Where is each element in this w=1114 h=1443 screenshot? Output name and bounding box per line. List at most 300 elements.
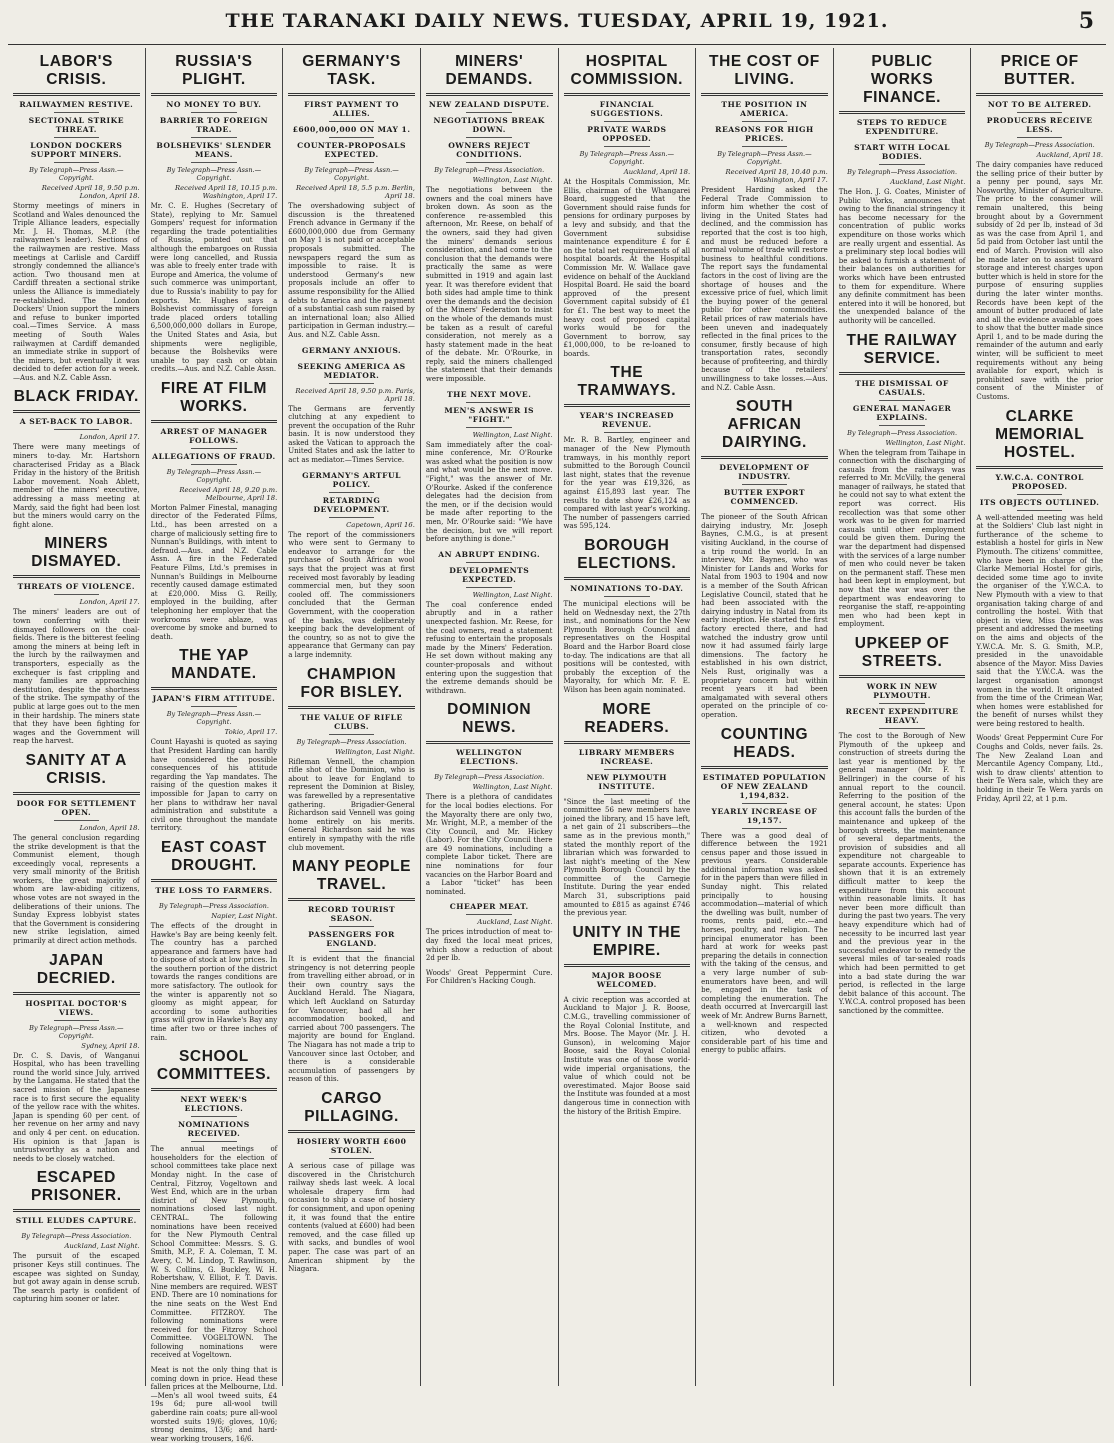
subhead-divider	[742, 484, 788, 485]
article	[564, 364, 691, 531]
article	[151, 1048, 278, 1360]
subhead-divider	[466, 402, 512, 403]
article-subhead: LIBRARY MEMBERS INCREASE.	[578, 747, 675, 766]
article-body: The negotiations between the owners and the coal miners have broken down. As soon as the conference re-assembled this afternoon, Mr. Reese, on behalf of the owners, said they had given the miners' demands serious consideration, and had come to the conclusion that the demands were practically the same as were submitted in 1919 and again last year. It was therefore evident that both sides had ample time to think over the demands and the decision of the Miners' Federation to insist on the whole of the demands must be taken as a result of careful consideration, not merely as a hasty statement made in the heat of the debate. Mr. O'Rourke, in reply, said the miners challenged the statement that their demands were impossible.	[425, 186, 553, 384]
article-dateline: London, April 17.	[79, 598, 140, 607]
article-byline: By Telegraph—Press Association.	[296, 737, 407, 746]
subhead-divider	[879, 728, 925, 729]
article-byline: By Telegraph—Press Assn.—Copyright.	[29, 166, 124, 182]
article-subhead: DEVELOPMENT OF INDUSTRY.	[719, 463, 810, 482]
article-subhead: SECTIONAL STRIKE THREAT.	[28, 116, 124, 134]
article-subhead: PRODUCERS RECEIVE LESS.	[986, 116, 1093, 134]
article-subhead: OWNERS REJECT CONDITIONS.	[448, 141, 531, 159]
article-headline: SANITY AT A CRISIS.	[25, 751, 127, 787]
article-dateline: Auckland, April 18.	[1036, 151, 1103, 159]
article-body: The general conclusion regarding the strike development is that the Communist element, though exceedingly vocal, represents a very small minority of the British workers, the great majority of whom are law-abiding citizens, whose votes are not swayed in the deliberations of their unions. The Sunday Express lobbyist states that the Government is considering new strike legislation, aimed primarily at direct action methods.	[13, 833, 140, 946]
subhead-divider	[466, 914, 512, 915]
article-subhead: THE VALUE OF RIFLE CLUBS.	[300, 712, 403, 731]
article	[13, 752, 140, 946]
headline-rule	[839, 111, 966, 114]
article	[839, 635, 966, 1016]
article	[13, 388, 140, 529]
subhead-divider	[191, 448, 237, 449]
article	[13, 1169, 140, 1304]
article	[151, 1366, 278, 1443]
article-subhead: PRIVATE WARDS OPPOSED.	[587, 125, 667, 143]
article-subhead: LONDON DOCKERS SUPPORT MINERS.	[30, 141, 123, 159]
article-byline: By Telegraph—Press Association.	[847, 168, 958, 176]
article-subhead: WELLINGTON ELECTIONS.	[456, 748, 523, 767]
subhead-divider	[604, 794, 650, 795]
article-subhead: STEPS TO REDUCE EXPENDITURE.	[856, 118, 948, 136]
article-headline: CARGO PILLAGING.	[304, 1090, 399, 1125]
article	[13, 53, 140, 382]
article-subhead: YEAR'S INCREASED REVENUE.	[579, 411, 674, 430]
subhead-divider	[54, 1020, 100, 1021]
headline-rule	[151, 420, 278, 423]
headline-rule	[288, 93, 415, 96]
headline-rule	[564, 404, 691, 407]
article	[151, 53, 278, 374]
article	[288, 346, 415, 465]
article-headline: FIRE AT FILM WORKS.	[160, 379, 268, 415]
article	[564, 53, 691, 358]
subhead-divider	[191, 1141, 237, 1142]
subhead-divider	[329, 121, 375, 122]
article	[839, 53, 966, 326]
article-headline: MANY PEOPLE TRAVEL.	[291, 858, 412, 894]
article-dateline: Received April 18, 9.20 p.m. Melbourne, April 18.	[179, 485, 278, 502]
headline-rule	[976, 466, 1103, 469]
masthead-rule	[8, 44, 1106, 45]
headline-rule	[288, 898, 415, 901]
subhead-divider	[604, 432, 650, 433]
article-byline: By Telegraph—Press Association.	[434, 166, 545, 174]
article-subhead: THREATS OF VIOLENCE.	[17, 582, 136, 592]
article-body: The report of the commissioners who were sent to Germany to endeavor to arrange for the purchase of South African wool says that the project was at first received most favorably by leading commercial men, but they soon cooled off. The commissioners concluded that the German Government, with the cooperation of the banks, was deliberately keeping back the development of the country, so as not to give the appearance that Germany can pay a large indemnity.	[288, 530, 415, 659]
subhead-divider	[879, 164, 925, 165]
article-byline: By Telegraph—Press Assn.—Copyright.	[29, 1023, 124, 1040]
article-dateline: Received April 18, 9.50 p.m. London, April 18.	[41, 184, 140, 200]
article-dateline: Tokio, April 17.	[224, 728, 278, 737]
columns	[8, 48, 1108, 1443]
article-subhead: DEVELOPMENTS EXPECTED.	[449, 565, 530, 584]
article-body: Dr. C. S. Davis, of Wanganui Hospital, who has been travelling round the world since July, arrived by the Langama. He stated that the sacred mission of the Japanese race is to first secure the equality of the yellow race with the whites. Japan is spending 60 per cent. of her revenue on her army and navy and only 4 per cent. on education. His opinion is that Japan is untrustworthy as a nation and needs to be closely watched.	[13, 1051, 140, 1163]
article-subhead: HOSIERY WORTH £600 STOLEN.	[296, 1137, 407, 1155]
article-body: At the Hospitals Commission, Mr. Ellis, chairman of the Whangarei Board, suggested that the Government should raise funds for pensions for ordinary purposes by a levy and subsidy, and that the Government subsidise maintenance expenditure £ for £ on the total net requirements of all hospital boards. At the Hospital Commission Mr. W. Wallace gave evidence on behalf of the Auckland Hospital Board. He said the board approved of the present Government capital subsidy of £1 for £1. The best way to meet the heavy cost of proposed capital works would be for the Government to borrow, say £1,000,000, to be re-loaned to boards.	[563, 178, 691, 358]
article-headline: CHAMPION FOR BISLEY.	[300, 665, 403, 701]
article-body: The pioneer of the South African dairying industry, Mr. Joseph Baynes, C.M.G., is at present visiting Auckland, in the course of a trip round the world. In an interview, Mr. Baynes, who was Minister for Lands and Works for Natal from 1903 to 1904 and now is a member of the South African Legislative Council, stated that he had been associated with the dairying industry in Natal from its early inception. He started the first factory erected there, and had watched the industry grow until now it had assumed fairly large dimensions. The factory he established in his own district, Nels Rust, originally was a proprietary concern but within recent years it had been amalgamated with several others operated on the principle of co-operation.	[701, 513, 828, 719]
article-subhead: NOT TO BE ALTERED.	[987, 100, 1092, 109]
article-headline: THE YAP MANDATE.	[171, 647, 257, 683]
article-subhead: AN ABRUPT ENDING.	[438, 549, 541, 559]
article	[151, 647, 278, 833]
article-subhead: ITS OBJECTS OUTLINED.	[979, 497, 1100, 507]
subhead-divider	[191, 464, 237, 465]
article-subhead: NO MONEY TO BUY.	[166, 100, 262, 109]
subhead-divider	[191, 898, 237, 899]
subhead-divider	[1017, 510, 1063, 511]
article-body: The effects of the drought in Hawke's Bay are being keenly felt. The country has a parched appearance and farmers have had to dispose of stock at low prices. In the southern portion of the district towards the ranges conditions are more satisfactory. The outlook for the winter is apparently not so gloomy as might appear, for according to some authorities grass will grow in Hawke's Bay any time after two or three inches of rain.	[150, 921, 278, 1042]
article-dateline: Received April 18, 5.5 p.m. Berlin, April 18.	[295, 184, 415, 200]
subhead-divider	[1017, 494, 1063, 495]
article-subhead: THE POSITION IN AMERICA.	[721, 100, 808, 118]
subhead-divider	[466, 562, 512, 563]
article-subhead: RAILWAYMEN RESTIVE.	[19, 100, 134, 109]
subhead-divider	[329, 517, 375, 518]
article-subhead: NEGOTIATIONS BREAK DOWN.	[433, 116, 545, 134]
article-subhead: START WITH LOCAL BODIES.	[854, 143, 950, 161]
subhead-divider	[466, 112, 512, 113]
article-subhead: YEARLY INCREASE OF 19,157.	[711, 806, 818, 825]
article-body: Mr. R. B. Bartley, engineer and manager of the New Plymouth tramways, in his monthly report submitted to the Borough Council last night, states that the revenue for the year was £19,326, as against £15,893 last year. The results to date show £26,124 as compared with last year's working. The number of passengers carried was 595,124.	[563, 436, 691, 531]
article-body: Sam immediately after the coal-mine conference, Mr. O'Rourke was asked what the position is now and what would be the next move. "Fight," was the answer of Mr. O'Rourke. Asked if the conference delegates had the decision from the men, or if the decision would be made after reporting to the men, Mr. O'Rourke said: "We have the decision, but we will report before anything is done."	[425, 440, 553, 544]
headline-rule	[426, 741, 553, 744]
article-body: "Since the last meeting of the committee 56 new members have joined the library, and 15 have left, a net gain of 21 subscribers—the same as in the previous month," stated the monthly report of the librarian which was forwarded to last night's meeting of the New Plymouth Borough Council by the committee of the Carnegie Institute. During the year ended March 31, subscriptions paid amounted to £815 as against £746 the previous year.	[563, 797, 691, 918]
article-headline: THE COST OF LIVING.	[709, 53, 820, 88]
headline-rule	[426, 93, 553, 96]
article-headline: MINERS DISMAYED.	[31, 535, 122, 571]
article-body: The overshadowing subject of discussion is the threatened French advance in Germany if the £600,000,000 due from Germany on May 1 is not paid or acceptable proposals submitted. The newspapers regard the sum as impossible to raise. It is understood Germany's new proposals include an offer to assume responsibility for the Allied debts to America and the payment of a substantial cash sum raised by an international loan; also Allied participation in German industry.—Aus. and N.Z. Cable Assn.	[288, 202, 415, 339]
column-7	[833, 48, 971, 1386]
masthead	[0, 0, 1114, 44]
article-headline: MORE READERS.	[584, 700, 670, 736]
article	[976, 53, 1103, 402]
column-6	[695, 48, 833, 1386]
headline-rule	[564, 741, 691, 744]
headline-rule	[13, 93, 140, 96]
subhead-divider	[329, 383, 375, 384]
headline-rule	[288, 706, 415, 709]
article-byline: By Telegraph—Press Assn.—Copyright.	[166, 166, 262, 182]
article	[13, 952, 140, 1164]
article-byline: By Telegraph—Press Assn.—Copyright.	[579, 150, 674, 166]
article	[426, 969, 553, 986]
subhead-divider	[742, 803, 788, 804]
article-body: Woods' Great Peppermint Cure. For Children's Hacking Cough.	[425, 968, 553, 986]
subhead-divider	[1017, 137, 1063, 138]
headline-rule	[564, 577, 691, 580]
article	[426, 902, 553, 962]
subhead-divider	[191, 162, 237, 163]
article-subhead: HOSPITAL DOCTOR'S VIEWS.	[25, 998, 128, 1017]
article-headline: BLACK FRIDAY.	[13, 388, 139, 406]
article-byline: By Telegraph—Press Assn.—Copyright.	[166, 710, 262, 727]
article	[13, 535, 140, 746]
article-subhead: PASSENGERS FOR ENGLAND.	[308, 930, 395, 949]
article-dateline: Received April 18, 10.40 p.m. Washington, April 17.	[725, 168, 828, 184]
masthead-title: THE TARANAKI DAILY NEWS. TUESDAY, APRIL 19, 1921.	[225, 10, 889, 32]
article-body: The cost to the Borough of New Plymouth of the upkeep and construction of streets during the last year is mentioned by the general manager (Mr. F. T. Bellringer) in the course of his annual report to the council. Referring to the position of the general account, he states: Upon this account falls the burden of the maintenance and upkeep of the borough streets, the maintenance of several departments, the provision of subsidies and all expenditure not chargeable to separate accounts. Experience has shown that it is an extremely difficult matter to keep the expenditure from this account within reasonable limits. It has never been more difficult than during the past two years. The very heavy expenditure which had of necessity to be incurred last year and the previous year in the successful endeavor to remedy the several miles of tar-sealed roads which had been permitted to get into a bad state during the war period, is reflected in the large debit balance of this account. The Y.W.C.A. control proposed has been sanctioned by the committee.	[838, 731, 966, 1015]
headline-rule	[151, 879, 278, 882]
article-body: There were many meetings of miners to-day. Mr. Hartshorn characterised Friday as a Black Friday in the history of the British Labor movement. Noah Ablett, member of the miners' executive, addressing a mass meeting at Mardy, said the fight had been lost but the miners would carry on the fight alone.	[13, 443, 140, 529]
subhead-divider	[329, 1158, 375, 1159]
headline-rule	[13, 1209, 140, 1212]
article-dateline: Napier, Last Night.	[211, 911, 278, 920]
article-dateline: Auckland, Last Night.	[477, 918, 553, 927]
article	[564, 537, 691, 695]
article-subhead: JAPAN'S FIRM ATTITUDE.	[152, 694, 276, 704]
article	[426, 53, 553, 384]
article-headline: ESCAPED PRISONER.	[30, 1169, 122, 1205]
article-body: The Germans are fervently clutching at any expedient to prevent the occupation of the Ruhr basin. It is now understood they asked the Vatican to approach the United States and ask the latter to act as mediator.—Times Service.	[288, 404, 415, 465]
article-dateline: Wellington, Last Night.	[472, 430, 553, 439]
article-body: The dairy companies have reduced the selling price of their butter by a penny per pound, says Mr. Nosworthy, Minister of Agriculture. The price to the consumer will remain unaltered, this being brought about by a Government subsidy of 2d per lb, instead of 3d as was the case from April 1, and 5d paid from October last until the end of March. Provision will also be made later on to assist toward storage and interest charges upon butter which is held in store for the purpose of ensuring supplies during the later winter months. Records have been kept of the amount of butter produced of late and all the evidence available goes to show that the butter made since April 1, and to be made during the remainder of the autumn and early winter, will be sufficient to meet requirements without any being available for export, which is prohibited save with the prior consent of the Minister of Customs.	[976, 161, 1103, 402]
subhead-divider	[604, 596, 650, 597]
article	[151, 839, 278, 1042]
article-byline: By Telegraph—Press Association.	[434, 773, 545, 782]
column-2	[145, 48, 283, 1443]
article-body: The Hon. J. G. Coates, Minister of Public Works, announces that owing to the financial stringency it has become necessary for the concentration of public works expenditure on those works which are really urgent and essential. As a preliminary step local bodies will be asked to furnish a statement of their balances on authorities for works which have been entrusted to them for expenditure. Where any definite commitment has been entered into it will be honored, but the unexpended balance of the authority will be cancelled.	[838, 188, 966, 325]
article-dateline: Auckland, Last Night.	[890, 178, 966, 186]
article-subhead: NOMINATIONS TO-DAY.	[570, 584, 684, 593]
headline-rule	[701, 456, 828, 459]
subhead-divider	[191, 1116, 237, 1117]
subhead-divider	[329, 951, 375, 952]
headline-rule	[701, 766, 828, 769]
subhead-divider	[329, 492, 375, 493]
article-subhead: BUTTER EXPORT COMMENCED.	[723, 488, 806, 507]
subhead-divider	[54, 594, 100, 595]
subhead-divider	[191, 706, 237, 707]
headline-rule	[564, 964, 691, 967]
subhead-divider	[466, 427, 512, 428]
article-dateline: Received April 18, 9.50 p.m. Paris, April 18.	[295, 386, 415, 403]
subhead-divider	[604, 146, 650, 147]
article-subhead: RECORD TOURIST SEASON.	[307, 905, 396, 924]
article	[426, 550, 553, 696]
article-dateline: Wellington, Last Night.	[472, 590, 553, 599]
article-subhead: ARREST OF MANAGER FOLLOWS.	[160, 426, 268, 445]
article-headline: PUBLIC WORKS FINANCE.	[863, 53, 942, 106]
article-subhead: NOMINATIONS RECEIVED.	[178, 1120, 250, 1139]
article-dateline: London, April 17.	[79, 433, 140, 442]
article-headline: UNITY IN THE EMPIRE.	[572, 923, 682, 959]
article-subhead: FIRST PAYMENT TO ALLIES.	[304, 100, 399, 118]
article-headline: MINERS' DEMANDS.	[445, 53, 533, 88]
article-subhead: NEXT WEEK'S ELECTIONS.	[180, 1095, 248, 1114]
article-byline: By Telegraph—Press Association.	[158, 901, 269, 910]
headline-rule	[151, 687, 278, 690]
article-headline: SCHOOL COMMITTEES.	[156, 1048, 272, 1084]
article-subhead: WORK IN NEW PLYMOUTH.	[866, 681, 938, 700]
article-body: The pursuit of the escaped prisoner Keys still continues. The escapee was sighted on Sunday, but got away again in dense scrub. The search party is confident of capturing him sooner or later.	[13, 1252, 140, 1304]
article-subhead: THE NEXT MOVE.	[446, 389, 532, 399]
headline-rule	[564, 93, 691, 96]
headline-rule	[288, 1130, 415, 1133]
article-body: Rifleman Vennell, the champion rifle shot of the Dominion, who is about to leave for England to represent the Dominion at Bisley, was farewelled by a representative gathering. Brigadier-General Richardson said Vennell was going home entirely on his merits. General Richardson said he was entirely in sympathy with the rifle club movement.	[288, 757, 415, 852]
article-body: There is a plethora of candidates for the local bodies elections. For the Mayoralty there are only two, Mr. Wright, M.P., a member of the City Council, and Mr. Hickey (Labor). For the City Council there are 49 nominations, including a complete Labor ticket. There are nine nominations for four vacancies on the Harbor Board and a Labor "ticket" has been nominated.	[425, 793, 553, 896]
subhead-divider	[191, 137, 237, 138]
article-dateline: Capetown, April 16.	[346, 520, 415, 529]
article-subhead: RETARDING DEVELOPMENT.	[313, 495, 390, 514]
article-subhead: A SET-BACK TO LABOR.	[19, 417, 133, 427]
subhead-divider	[54, 162, 100, 163]
article-dateline: Auckland, Last Night.	[64, 1242, 140, 1251]
article-body: When the telegram from Taihape in connection with the discharging of casuals from the railways was referred to Mr. McVilly, the general manager of railways, he stated that he could not say to what extent the report was correct. His recollection was that some other work was to be given for married casuals until other employment could be given them. During the war the department had dispensed with the services of a large number of men who could never be taken on the permanent staff. These men had been kept in employment, but now that the war was over the department was endeavoring to reorganise the staff, re-appointing men who had been kept in employment.	[838, 448, 966, 629]
column-3	[282, 48, 420, 1386]
article	[976, 734, 1103, 803]
article-byline: By Telegraph—Press Association.	[21, 1232, 132, 1241]
article-byline: By Telegraph—Press Assn.—Copyright.	[304, 166, 399, 182]
subhead-divider	[329, 137, 375, 138]
article-body: There was a good deal of difference between the 1921 census paper and those issued in previous years. Considerable additional information was asked for in the papers than were filled in Sunday night. This related principally to housing accommodation—material of which the dwelling was built, number of rooms, rents paid, etc.—and horses, poultry, and religion. The principal enumerator has been hard at work for weeks past preparing the details in connection with the taking of the census, and a very large number of sub-enumerators have been, and will be, engaged in the task of completing the enumeration. The death occurred at Invercargill last week of Mr. Andrew Burns Barnett, a well-known and respected citizen, who devoted a considerable part of his time and energy to public affairs.	[701, 831, 828, 1055]
article-dateline: Received April 18, 10.15 p.m. Washington, April 17.	[175, 184, 278, 200]
article-subhead: CHEAPER MEAT.	[449, 902, 529, 912]
subhead-divider	[466, 769, 512, 770]
subhead-divider	[742, 146, 788, 147]
article-subhead: THE LOSS TO FARMERS.	[155, 885, 273, 895]
article-body: The miners' leaders are out of town conferring with their dismayed followers on the coal-fields. There is the bitterest feeling among the miners at being left in the lurch by the railwaymen and transporters, especially as the exchequer is fast crippling and many families are approaching destitution, despite the shortness of the strike. The sympathy of the public at large goes out to the men in their hardship. The miners state that they have been fighting for wages and the Government will reap the harvest.	[13, 608, 140, 746]
article-body: The annual meetings of householders for the election of school committees take place next Monday night. In the case of Central, Fitzroy, Vogeltown and West End, which are in the urban district of New Plymouth, nominations closed last night. CENTRAL. The following nominations have been received for the New Plymouth Central School Committee: Messrs. S. G. Smith, M.P., F. A. Coleman, T. M. Avery, C. M. Lindop, T. Rawlinson, W. S. Collins, G. Buckley, W. H. Robertshaw, V. Elliot, F. T. Davis. Nine members are required. WEST END. There are 10 nominations for the nine seats on the West End Committee. FITZROY. The following nominations were received for the Fitzroy School Committee. VOGELTOWN. The following nominations were received at Vogeltown.	[150, 1145, 278, 1360]
subhead-divider	[604, 769, 650, 770]
article	[288, 666, 415, 853]
article-headline: THE RAILWAY SERVICE.	[846, 331, 958, 367]
article	[564, 924, 691, 1116]
article-subhead: GENERAL MANAGER EXPLAINS.	[852, 403, 952, 422]
article-subhead: DOOR FOR SETTLEMENT OPEN.	[16, 798, 137, 817]
headline-rule	[839, 675, 966, 678]
article	[701, 53, 828, 392]
article-headline: GERMANY'S TASK.	[302, 53, 401, 88]
article-byline: By Telegraph—Press Association.	[847, 428, 958, 437]
article-subhead: THE DISMISSAL OF CASUALS.	[855, 378, 949, 397]
article-byline: By Telegraph—Press Association.	[984, 141, 1095, 149]
article-headline: UPKEEP OF STREETS.	[854, 634, 950, 670]
subhead-divider	[604, 121, 650, 122]
article	[839, 332, 966, 629]
article-subhead: FINANCIAL SUGGESTIONS.	[590, 100, 664, 118]
article-subhead: NEW PLYMOUTH INSTITUTE.	[586, 772, 667, 791]
headline-rule	[701, 93, 828, 96]
article-body: The municipal elections will be held on Wednesday next, the 27th inst., and nominations for the New Plymouth Borough Council and representatives on the Hospital Board and the Harbor Board close to-day. The indications are that all positions will be contested, with probably the exception of the Mayoralty, for which Mr. F. E. Wilson has been again nominated.	[563, 600, 691, 694]
headline-rule	[13, 410, 140, 413]
subhead-divider	[54, 429, 100, 430]
article-body: Count Hayashi is quoted as saying that President Harding can hardly have considered the possible consequences of his attitude regarding the Yap mandates. The raising of the question makes it impossible for Japan to carry on her plans to withdraw her naval administration and substitute a civil one throughout the mandate territory.	[150, 738, 278, 833]
article-body: The prices introduction of meat to-day fixed the local meat prices, which show a reduction of about 2d per lb.	[425, 928, 553, 963]
article-dateline: London, April 18.	[79, 823, 140, 832]
article	[288, 53, 415, 340]
article-headline: BOROUGH ELECTIONS.	[577, 537, 677, 572]
article-subhead: STILL ELUDES CAPTURE.	[15, 1216, 137, 1226]
article-subhead: ESTIMATED POPULATION OF NEW ZEALAND 1,194,832.	[702, 772, 827, 800]
article-subhead: MAJOR BOOSE WELCOMED.	[591, 970, 662, 989]
article-body: Woods' Great Peppermint Cure For Coughs and Colds, never fails. 2s. The New Zealand Loan and Mercantile Agency Company, Ltd., wish to draw clients' attention to their Te Wera sale, which they are holding in their Te Wera yards on Friday, April 22, at 1 p.m.	[976, 734, 1103, 803]
article-dateline: Sydney, April 18.	[81, 1041, 140, 1050]
subhead-divider	[879, 139, 925, 140]
headline-rule	[151, 93, 278, 96]
article-body: It is evident that the financial stringency is not deterring people from travelling either abroad, or in their own country says the Auckland Herald. The Niagara, which left Auckland on Saturday for Vancouver, had all her accommodation booked, and carried about 700 passengers. The majority are bound for England. The Niagara has not made a trip to Vancouver since last October, and there is a considerable accumulation of passengers by reason of this.	[288, 955, 415, 1084]
article	[564, 701, 691, 918]
article-headline: RUSSIA'S PLIGHT.	[175, 53, 253, 88]
article	[701, 726, 828, 1055]
article-body: A civic reception was accorded at Auckland to Major J. R. Boose, C.M.G., travelling commissioner of the Royal Colonial Institute, and Mrs. Boose. The Mayor (Mr. J. H. Gunson), in welcoming Major Boose, said the Royal Colonial Institute was one of those world-wide imperial organisations, the value of which could not be overestimated. Major Boose said the Institute was founded at a most dangerous time in connection with the history of the British Empire.	[563, 995, 691, 1116]
article	[426, 701, 553, 896]
article-headline: JAPAN DECRIED.	[36, 951, 116, 987]
article-subhead: SEEKING AMERICA AS MEDIATOR.	[297, 361, 406, 380]
subhead-divider	[879, 703, 925, 704]
subhead-divider	[54, 820, 100, 821]
headline-rule	[839, 372, 966, 375]
article	[151, 380, 278, 642]
article-dateline: Wellington, Last Night.	[472, 176, 553, 184]
article-byline: By Telegraph—Press Assn.—Copyright.	[166, 467, 262, 484]
subhead-divider	[329, 358, 375, 359]
subhead-divider	[466, 137, 512, 138]
article-subhead: £600,000,000 ON MAY 1.	[292, 125, 411, 134]
article-headline: THE TRAMWAYS.	[577, 364, 677, 400]
subhead-divider	[742, 828, 788, 829]
article-headline: DOMINION NEWS.	[447, 701, 532, 737]
column-1	[8, 48, 145, 1386]
page-number: 5	[1078, 8, 1094, 34]
article-body: A serious case of pillage was discovered in the Christchurch railway sheds last week. A local wholesale drapery firm had occasion to ship a case of hosiery for consignment, and upon opening it, it was found that the entire contents (valued at £600) had been removed, and the case filled up with sacks, and bundles of wool paper. The case was part of an American shipment by the Niagara.	[288, 1162, 415, 1274]
subhead-divider	[54, 112, 100, 113]
article-subhead: MEN'S ANSWER IS "FIGHT."	[444, 405, 535, 424]
article-headline: EAST COAST DROUGHT.	[160, 838, 267, 874]
article-body: Stormy meetings of miners in Scotland and Wales denounced the Triple Alliance leaders, especially Mr. J. H. Thomas, M.P. (the railwaymen's leader). Sections of the railwaymen are restive. Mass meetings at Carlisle and Cardiff strongly condemned the alliance's action. Two thousand men at Cardiff threaten a sectional strike unless the Alliance is immediately re-established. The London Dockers' Union support the miners and refuse to bunker imported coal.—Times Service. A mass meeting of South Wales railwaymen at Cardiff demanded an immediate strike in support of the miners, but eventually it was decided to defer action for a week.—Aus. and N.Z. Cable Assn.	[13, 202, 140, 382]
headline-rule	[976, 93, 1103, 96]
article-subhead: NEW ZEALAND DISPUTE.	[428, 100, 550, 109]
article-body: Mr. C. E. Hughes (Secretary of State), replying to Mr. Samuel Gompers' request for information regarding the trade potentialities of Russia, pointed out that although the embargoes on Russia were long cancelled, and Russia was able to freely enter trade with Europe and America, the volume of such commerce was unimportant, due to Russia's inability to pay for exports. Mr. Hughes says a Bolshevist commissary of foreign trade placed orders totalling 6,500,000,000 dollars in Europe, the United States and Asia, but shipments were negligible, because the Bolsheviks were unable to pay cash or obtain credits.—Aus. and N.Z. Cable Assn.	[150, 202, 278, 374]
article-subhead: GERMANY ANXIOUS.	[301, 345, 402, 355]
subhead-divider	[742, 121, 788, 122]
article-body: A well-attended meeting was held at the Soldiers' Club last night in furtherance of the scheme to establish a hostel for girls in New Plymouth. The citizens' committee, who have been in charge of the Clarke Memorial Hostel for girls, decided some time ago to invite the organiser of the Y.W.C.A. to New Plymouth with a view to that organisation taking charge of and controlling the hostel. With that object in view, Miss Davies was present and addressed the meeting on the aims and objects of the Y.W.C.A. Mr. S. G. Smith, M.P., presided in the unavoidable absence of the Mayor. Miss Davies said that the Y.W.C.A. was the largest organisation amongst women in the world. It originated from the time of the Crimean War, when homes were established for the benefit of nurses whilst they were being restored to health.	[976, 513, 1103, 728]
headline-rule	[13, 792, 140, 795]
subhead-divider	[742, 509, 788, 510]
subhead-divider	[329, 734, 375, 735]
article-headline: CLARKE MEMORIAL HOSTEL.	[995, 407, 1085, 461]
subhead-divider	[329, 926, 375, 927]
article-headline: PRICE OF BUTTER.	[1000, 53, 1079, 88]
headline-rule	[13, 992, 140, 995]
article-headline: SOUTH AFRICAN DAIRYING.	[721, 398, 807, 452]
article	[976, 408, 1103, 729]
headline-rule	[13, 575, 140, 578]
article	[426, 390, 553, 544]
article-byline: By Telegraph—Press Assn.—Copyright.	[717, 150, 812, 166]
article-subhead: BARRIER TO FOREIGN TRADE.	[159, 116, 269, 134]
subhead-divider	[879, 400, 925, 401]
article	[288, 858, 415, 1084]
subhead-divider	[191, 112, 237, 113]
article	[288, 1090, 415, 1274]
article-subhead: COUNTER-PROPOSALS EXPECTED.	[297, 141, 406, 159]
article-dateline: Wellington, Last Night.	[472, 783, 553, 792]
subhead-divider	[54, 137, 100, 138]
subhead-divider	[466, 587, 512, 588]
article-subhead: RECENT EXPENDITURE HEAVY.	[845, 706, 959, 725]
article-subhead: ALLEGATIONS OF FRAUD.	[152, 451, 276, 461]
article-headline: LABOR'S CRISIS.	[39, 53, 113, 88]
article-dateline: Wellington, Last Night.	[885, 438, 966, 447]
article	[701, 398, 828, 719]
subhead-divider	[604, 992, 650, 993]
article-subhead: BOLSHEVIKS' SLENDER MEANS.	[156, 141, 272, 159]
article-body: Morton Palmer Finestal, managing director of the Federated Films, Ltd., has been arrested on a charge of maliciously setting fire to Nunnan's Buildings, with intent to defraud.—Aus. and N.Z. Cable Assn. A fire in the Federated Feature Films, Ltd.'s premises in Nunnan's Buildings in Melbourne recently caused damage estimated at £20,000. Miss G. Reilly, employed in the building, after telephoning her employer that the workrooms were ablaze, was overcome by smoke and burned to death.	[150, 503, 278, 641]
article	[288, 471, 415, 660]
article-headline: COUNTING HEADS.	[720, 725, 809, 761]
column-8	[970, 48, 1108, 1386]
subhead-divider	[1017, 112, 1063, 113]
headline-rule	[151, 1088, 278, 1091]
article-subhead: REASONS FOR HIGH PRICES.	[715, 125, 814, 143]
column-4	[420, 48, 558, 1386]
article-dateline: Auckland, April 18.	[623, 168, 691, 176]
subhead-divider	[466, 162, 512, 163]
article-subhead: Y.W.C.A. CONTROL PROPOSED.	[995, 472, 1084, 491]
article-body: Meat is not the only thing that is coming down in price. Head these fallen prices at the Melbourne, Ltd.—Men's all wool tweed suits, £4 19s 6d; pure all-wool twill gaberdine rain coats; pure all-wool worsted suits 19/6; gloves, 10/6; strong denims, 13/6; and hard-wear working trousers, 16/6.	[150, 1366, 278, 1443]
